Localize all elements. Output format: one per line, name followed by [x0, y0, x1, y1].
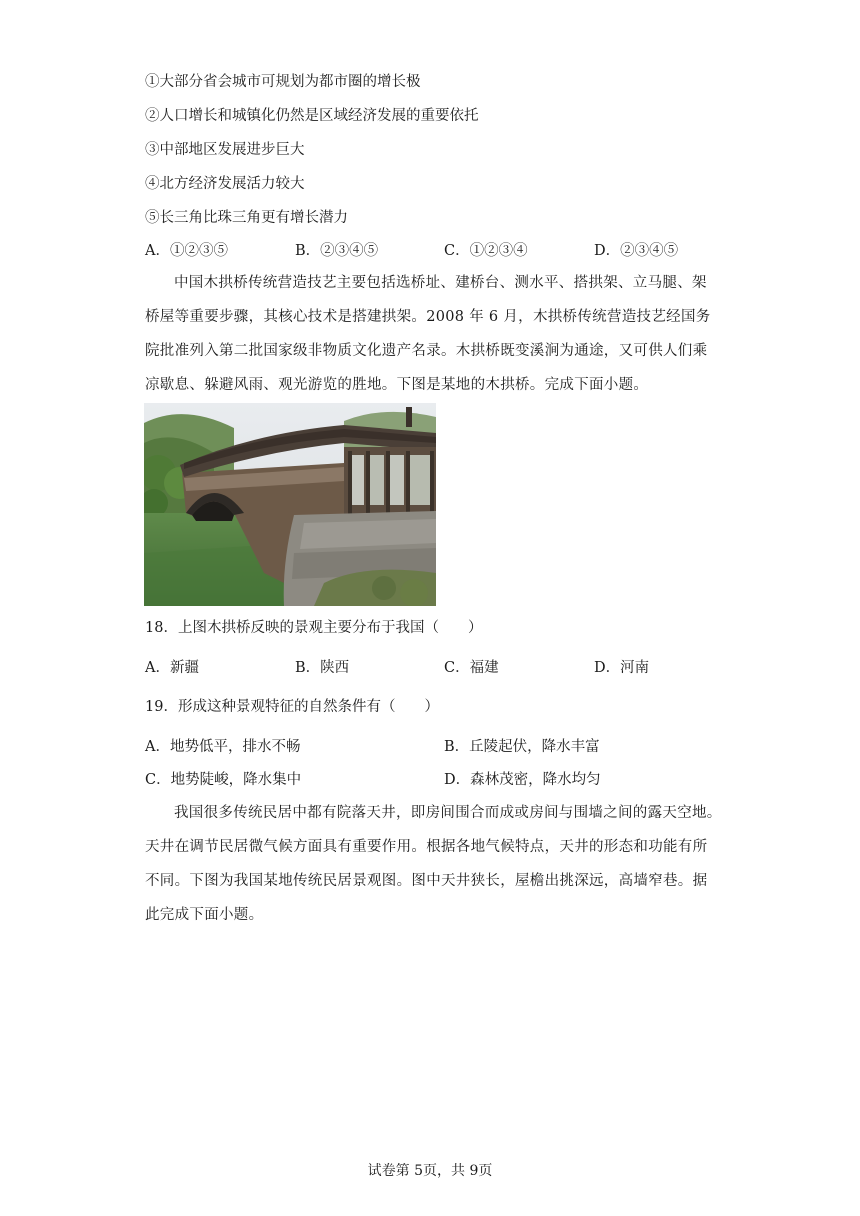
- passage-line: 凉歇息、躲避风雨、观光游览的胜地。下图是某地的木拱桥。完成下面小题。: [145, 377, 649, 393]
- passage-line: 天井在调节民居微气候方面具有重要作用。根据各地气候特点，天井的形态和功能有所: [145, 839, 708, 855]
- wooden-arch-bridge-photo: [144, 403, 436, 606]
- passage-line: 不同。下图为我国某地传统民居景观图。图中天井狭长，屋檐出挑深远，高墙窄巷。据: [145, 873, 708, 889]
- option-b: B．陕西: [295, 660, 350, 676]
- list-item: ③中部地区发展进步巨大: [145, 142, 305, 158]
- option-c: C．福建: [444, 660, 499, 676]
- option-b: B．丘陵起伏，降水丰富: [444, 739, 600, 755]
- list-item: ①大部分省会城市可规划为都市圈的增长极: [145, 74, 421, 90]
- list-item: ④北方经济发展活力较大: [145, 176, 305, 192]
- passage-line: 桥屋等重要步骤，其核心技术是搭建拱架。2008 年 6 月，木拱桥传统营造技艺经国务: [145, 309, 711, 325]
- passage-line: 院批准列入第二批国家级非物质文化遗产名录。木拱桥既变溪涧为通途，又可供人们乘: [145, 343, 708, 359]
- option-a: A．新疆: [145, 660, 199, 676]
- passage-line: 此完成下面小题。: [145, 907, 264, 923]
- question-19-stem: 19．形成这种景观特征的自然条件有（ ）: [145, 699, 439, 715]
- option-d: D．森林茂密，降水均匀: [444, 772, 601, 788]
- option-d: D．河南: [594, 660, 650, 676]
- passage-line: 中国木拱桥传统营造技艺主要包括选桥址、建桥台、测水平、搭拱架、立马腿、架: [174, 275, 707, 291]
- option-c: C．地势陡峻，降水集中: [145, 772, 302, 788]
- list-item: ⑤长三角比珠三角更有增长潜力: [145, 210, 348, 226]
- option-c: C．①②③④: [444, 243, 528, 259]
- option-b: B．②③④⑤: [295, 243, 379, 259]
- option-a: A．地势低平，排水不畅: [145, 739, 301, 755]
- passage-line: 我国很多传统民居中都有院落天井，即房间围合而成或房间与围墙之间的露天空地。: [174, 805, 722, 821]
- option-a: A．①②③⑤: [145, 243, 228, 259]
- question-18-stem: 18．上图木拱桥反映的景观主要分布于我国（ ）: [145, 620, 483, 636]
- page-footer: 试卷第 5页，共 9页: [367, 1163, 493, 1179]
- passage-bridge: [145, 266, 730, 402]
- option-d: D．②③④⑤: [594, 243, 679, 259]
- list-item: ②人口增长和城镇化仍然是区域经济发展的重要依托: [145, 108, 479, 124]
- passage-courtyard: [145, 796, 730, 932]
